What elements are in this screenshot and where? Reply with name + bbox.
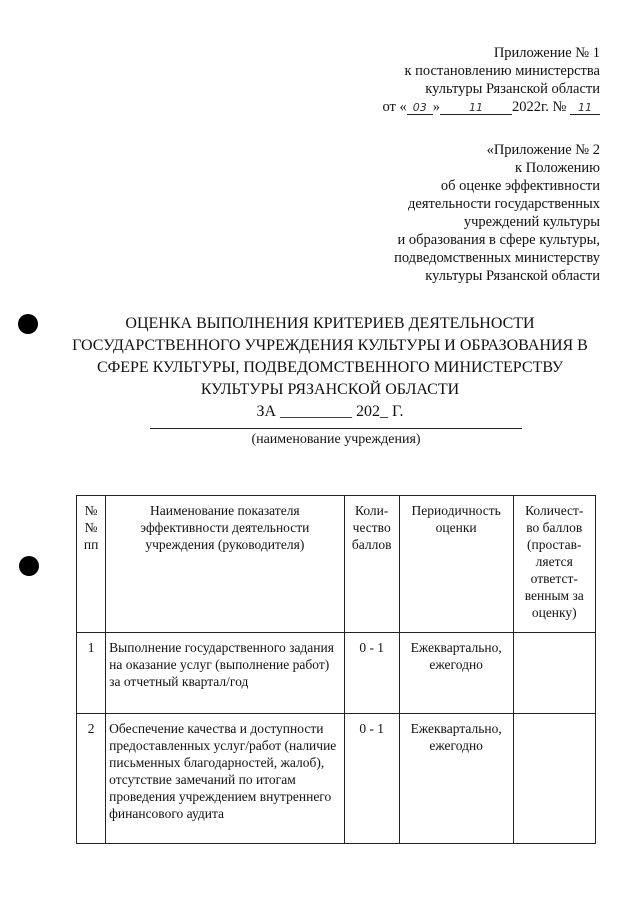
row-indicator-name: Обеспечение качества и доступности предоставленных услуг/работ (наличие письменных благодарностей, жалоб), отсутствие замечаний по итогам проведения учреждением внутреннего финансового аудита <box>106 714 344 844</box>
handwritten-number: 11 <box>570 101 600 115</box>
document-title <box>60 313 600 423</box>
punch-hole-top <box>18 314 38 334</box>
row-periodicity: Ежеквартально, ежегодно <box>399 633 513 714</box>
row-indicator-name: Выполнение государственного задания на оказание услуг (выполнение работ) за отчетный квартал/год <box>106 633 344 714</box>
table-row <box>77 633 596 714</box>
annex-2-line: и образования в сфере культуры, <box>397 232 600 248</box>
annex-1-block <box>382 44 600 116</box>
title-line: ОЦЕНКА ВЫПОЛНЕНИЯ КРИТЕРИЕВ ДЕЯТЕЛЬНОСТИ <box>125 315 535 332</box>
annex-1-line-1: Приложение № 1 <box>493 45 600 61</box>
annex-1-line-2: к постановлению министерства <box>404 63 600 79</box>
handwritten-month: 11 <box>440 101 512 115</box>
annex-2-line: об оценке эффективности <box>440 178 600 194</box>
date-mid: » <box>432 99 440 115</box>
header-number: № № пп <box>77 496 106 633</box>
annex-1-date-line <box>382 98 600 116</box>
annex-2-line: к Положению <box>515 160 600 176</box>
criteria-table <box>76 495 596 844</box>
organization-name-caption: (наименование учреждения) <box>251 432 421 447</box>
date-year: 2022г. № <box>511 99 567 115</box>
header-points: Коли- чество баллов <box>344 496 399 633</box>
title-period: ЗА _________ 202_ Г. <box>256 403 404 420</box>
date-prefix: от « <box>382 99 407 115</box>
row-number: 2 <box>77 714 106 844</box>
row-score-cell[interactable] <box>513 633 596 714</box>
annex-1-line-3: культуры Рязанской области <box>425 81 600 97</box>
title-line: ГОСУДАРСТВЕННОГО УЧРЕЖДЕНИЯ КУЛЬТУРЫ И ОБРАЗОВАНИЯ В <box>72 337 588 354</box>
title-line: СФЕРЕ КУЛЬТУРЫ, ПОДВЕДОМСТВЕННОГО МИНИСТЕРСТВУ <box>96 359 564 376</box>
title-line: КУЛЬТУРЫ РЯЗАНСКОЙ ОБЛАСТИ <box>200 381 460 398</box>
row-number: 1 <box>77 633 106 714</box>
annex-2-line: деятельности государственных <box>408 196 600 212</box>
row-points: 0 - 1 <box>344 714 399 844</box>
table-header-row <box>77 496 596 633</box>
annex-2-line: культуры Рязанской области <box>425 268 600 284</box>
annex-2-block <box>394 141 600 285</box>
table-row <box>77 714 596 844</box>
handwritten-day: 03 <box>407 101 433 115</box>
annex-2-line: «Приложение № 2 <box>486 142 600 158</box>
punch-hole-bottom <box>19 556 39 576</box>
annex-2-line: подведомственных министерству <box>394 250 600 266</box>
header-periodicity: Периодичность оценки <box>399 496 513 633</box>
header-score-count: Количест- во баллов (простав- ляется ответст- венным за оценку) <box>513 496 596 633</box>
annex-2-line: учреждений культуры <box>463 214 600 230</box>
header-indicator-name: Наименование показателя эффективности деятельности учреждения (руководителя) <box>106 496 344 633</box>
row-score-cell[interactable] <box>513 714 596 844</box>
row-periodicity: Ежеквартально, ежегодно <box>399 714 513 844</box>
organization-name-line <box>150 428 522 429</box>
row-points: 0 - 1 <box>344 633 399 714</box>
